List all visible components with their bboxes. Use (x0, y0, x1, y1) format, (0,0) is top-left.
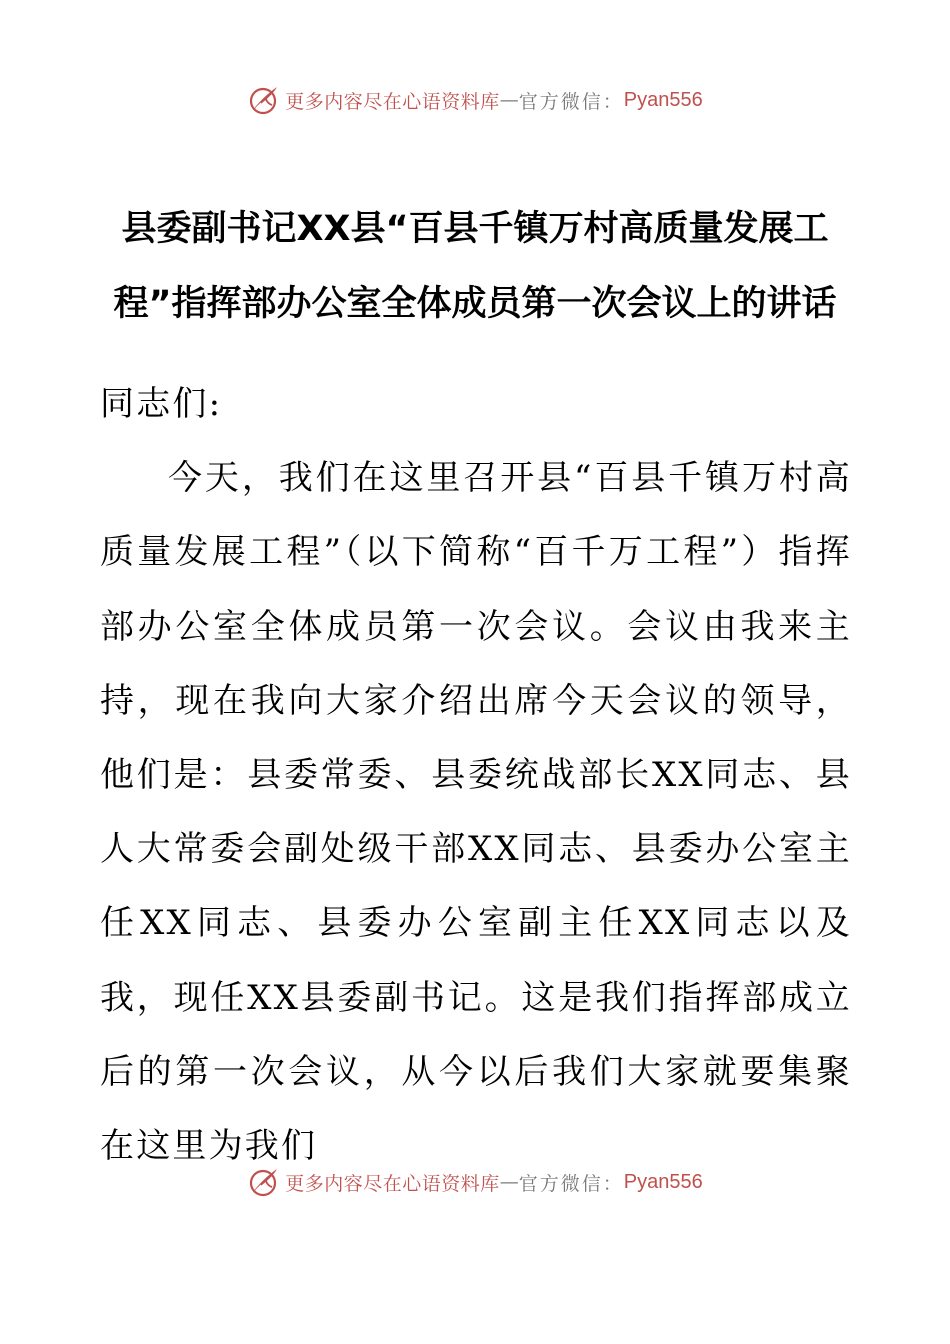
header-watermark-banner (0, 80, 950, 120)
watermark-wechat-id: Pyan556 (623, 88, 703, 111)
quill-in-circle-icon (247, 84, 279, 116)
watermark-wechat-label: 官方微信： (518, 90, 624, 113)
body-paragraph: 今天，我们在这里召开县“百县千镇万村高质量发展工程”（以下简称“百千万工程”）指挥部办公室全体成员第一次会议。会议由我来主持，现在我向大家介绍出席今天会议的领导，他们是：县委常委、县委统战部长XX同志、县人大常委会副处级干部XX同志、县委办公室主任XX同志、县委办公室副主任XX同志以及我，现任XX县委副书记。这是我们指挥部成立后的第一次会议，从今以后我们大家就要集聚在这里为我们 (100, 458, 852, 1167)
watermark-brand-text: 更多内容尽在心语资料库 (285, 90, 500, 113)
salutation: 同志们: (100, 384, 223, 424)
footer-watermark-banner (0, 1162, 950, 1202)
watermark-separator: — (499, 1171, 519, 1193)
watermark-wechat-label: 官方微信： (518, 1172, 624, 1195)
watermark-brand-text: 更多内容尽在心语资料库 (285, 1172, 500, 1195)
document-body (100, 367, 852, 1183)
quill-in-circle-icon (247, 1166, 279, 1198)
document-title: 县委副书记XX县“百县千镇万村高质量发展工程”指挥部办公室全体成员第一次会议上的讲话 (113, 209, 837, 324)
watermark-wechat-id: Pyan556 (623, 1170, 703, 1193)
watermark-separator: — (499, 89, 519, 111)
